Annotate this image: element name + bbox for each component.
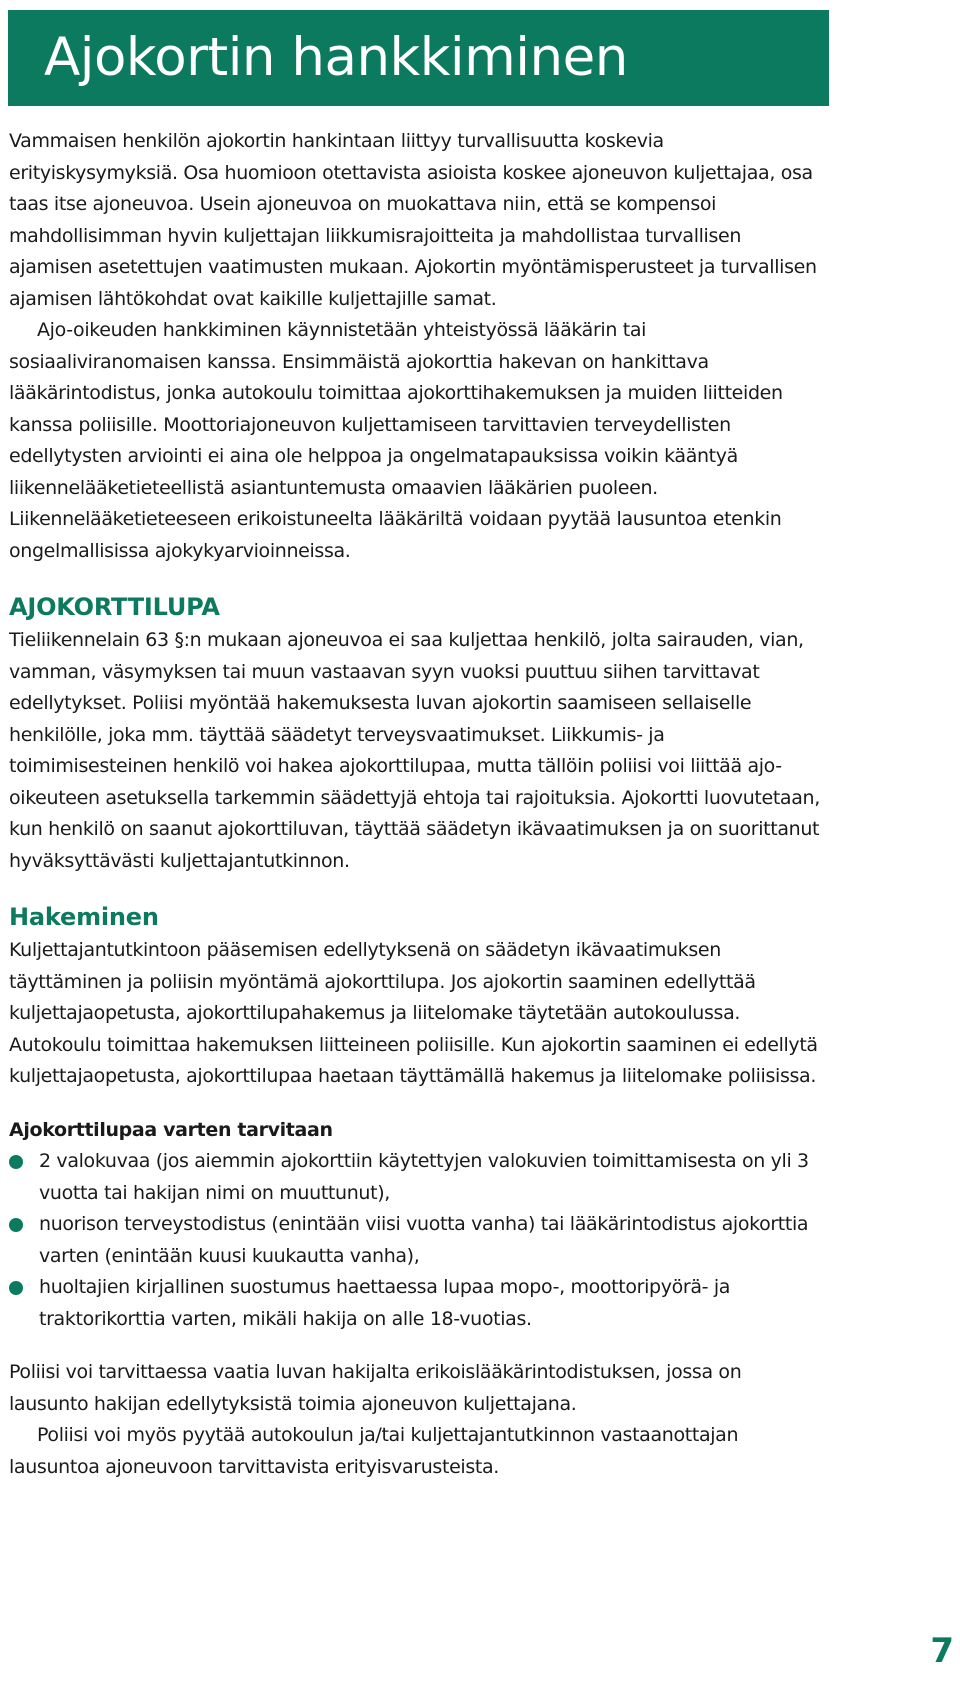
bullet-icon	[9, 1155, 23, 1169]
title-banner	[8, 10, 829, 106]
hakeminen-paragraph: Kuljettajantutkintoon pääsemisen edellytyksenä on säädetyn ikävaatimuksen täyttäminen ja poliisin myöntämä ajokorttilupa. Jos ajokortin saaminen edellyttää kuljettajaopetusta, ajokorttilupahakemus ja liitelomake täytetään autokoulussa. Autokoulu toimittaa hakemuksen liitteineen poliisille. Kun ajokortin saaminen ei edellytä kuljettajaopetusta, ajokorttilupaa haetaan täyttämällä hakemus ja liitelomake poliisissa.	[9, 939, 818, 1087]
section-heading-ajokorttilupa: AJOKORTTILUPA	[9, 593, 220, 621]
ajokorttilupa-paragraph: Tieliikennelain 63 §:n mukaan ajoneuvoa ei saa kuljettaa henkilö, jolta sairauden, vian, vamman, väsymyksen tai muun vastaavan syyn vuoksi puuttuu siihen tarvittavat edellytykset. Poliisi myöntää hakemuksesta luvan ajokortin saamiseen sellaiselle henkilölle, joka mm. täyttää säädetyt terveysvaatimukset. Liikkumis- ja toimimisesteinen henkilö voi hakea ajokorttilupaa, mutta tällöin poliisi voi liittää ajo-oikeuteen asetuksella tarkemmin säädettyjä ehtoja tai rajoituksia. Ajokortti luovutetaan, kun henkilö on saanut ajokorttiluvan, täyttää säädetyn ikävaatimuksen ja on suorittanut hyväksyttävästi kuljettajantutkinnon.	[9, 629, 820, 872]
page-number: 7	[930, 1631, 954, 1671]
closing-paragraph-2: Poliisi voi myös pyytää autokoulun ja/tai kuljettajantutkinnon vastaanottajan lausuntoa ajoneuvoon tarvittavista erityisvarusteista.	[9, 1424, 739, 1478]
list-item	[9, 1146, 821, 1209]
list-item	[9, 1209, 821, 1272]
bullet-icon	[9, 1281, 23, 1295]
list-item-text: huoltajien kirjallinen suostumus haettaessa lupaa mopo-, moottoripyörä- ja traktorikorttia varten, mikäli hakija on alle 18-vuotias.	[39, 1276, 731, 1330]
intro-paragraph-2: Ajo-oikeuden hankkiminen käynnistetään yhteistyössä lääkärin tai sosiaaliviranomaisen kanssa. Ensimmäistä ajokorttia hakevan on hankittava lääkärintodistus, jonka autokoulu toimittaa ajokorttihakemuksen ja muiden liitteiden kanssa poliisille. Moottoriajoneuvon kuljettamiseen tarvittavien terveydellisten edellytysten arviointi ei aina ole helppoa ja ongelmatapauksissa voikin kääntyä liikennelääketieteellistä asiantuntemusta omaavien lääkärien puoleen. Liikennelääketieteeseen erikoistuneelta lääkäriltä voidaan pyytää lausuntoa etenkin ongelmallisissa ajokykyarvioinneissa.	[9, 319, 783, 562]
bullet-icon	[9, 1218, 23, 1232]
requirements-heading: Ajokorttilupaa varten tarvitaan	[9, 1118, 333, 1141]
page-title: Ajokortin hankkiminen	[44, 27, 628, 88]
intro-paragraph-1: Vammaisen henkilön ajokortin hankintaan liittyy turvallisuutta koskevia erityiskysymyksiä. Osa huomioon otettavista asioista koskee ajoneuvon kuljettajaa, osa taas itse ajoneuvoa. Usein ajoneuvoa on muokattava niin, että se kompensoi mahdollisimman hyvin kuljettajan liikkumisrajoitteita ja mahdollistaa turvallisen ajamisen asetettujen vaatimusten mukaan. Ajokortin myöntämisperusteet ja turvallisen ajamisen lähtökohdat ovat kaikille kuljettajille samat.	[9, 130, 817, 310]
closing-paragraph-1: Poliisi voi tarvittaessa vaatia luvan hakijalta erikoislääkärintodistuksen, jossa on lausunto hakijan edellytyksistä toimia ajoneuvon kuljettajana.	[9, 1361, 742, 1415]
list-item-text: 2 valokuvaa (jos aiemmin ajokorttiin käytettyjen valokuvien toimittamisesta on yli 3 vuotta tai hakijan nimi on muuttunut),	[39, 1150, 809, 1204]
list-item-text: nuorison terveystodistus (enintään viisi vuotta vanha) tai lääkärintodistus ajokorttia varten (enintään kuusi kuukautta vanha),	[39, 1213, 809, 1267]
requirements-list	[9, 1146, 821, 1335]
article-body	[9, 126, 821, 1483]
list-item	[9, 1272, 821, 1335]
section-heading-hakeminen: Hakeminen	[9, 903, 159, 931]
